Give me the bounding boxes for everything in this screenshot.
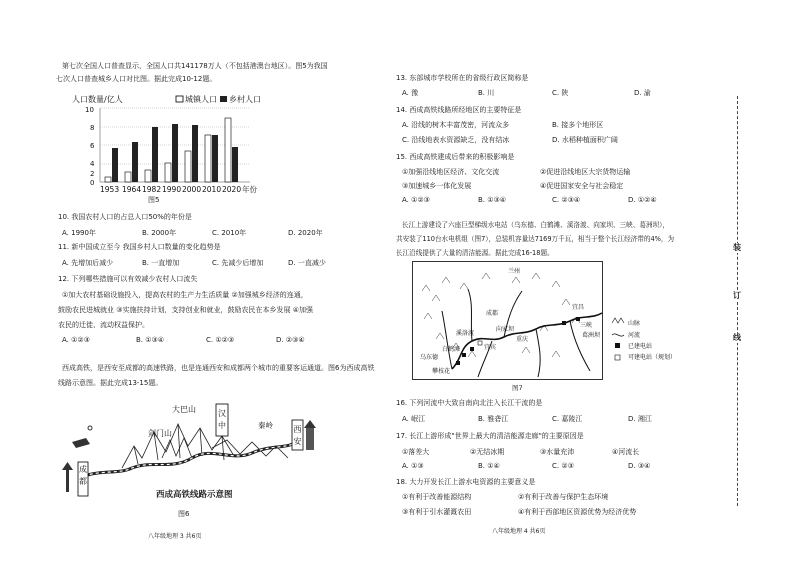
fig7-frame [413, 262, 603, 380]
q11-option-b[interactable]: B. 一直增加 [142, 259, 180, 267]
fig6-caption: 图6 [178, 510, 190, 518]
q13-option-d[interactable]: D. 渝 [634, 89, 651, 97]
svg-text:三峡: 三峡 [580, 322, 593, 329]
q10-option-d[interactable]: D. 2020年 [288, 229, 323, 237]
q12-option-a[interactable]: A. ①②③ [62, 336, 90, 344]
q12-line-3: 农民的迁徙、流动权益保护。 [58, 321, 149, 329]
legend-urban-label: 城镇人口 [185, 95, 217, 104]
svg-text:2020: 2020 [222, 185, 242, 194]
q10-option-b[interactable]: B. 2000年 [142, 229, 177, 237]
intro-line-1: 第七次全国人口普查显示，全国人口共141178万人（不包括港澳台地区）。图5为我国 [62, 62, 328, 70]
svg-text:2000: 2000 [182, 185, 202, 194]
svg-text:1964: 1964 [122, 185, 142, 194]
fig6-label-xian: 西 [293, 425, 302, 434]
q11-stem: 11. 新中国成立至今 我国乡村人口数量的变化趋势是 [58, 243, 221, 251]
legend-river-icon [612, 334, 624, 336]
q16-option-b[interactable]: B. 雅砻江 [478, 415, 509, 423]
svg-text:宜宾: 宜宾 [484, 344, 497, 351]
fig6-label-jianmenshan: 剑门山 [148, 429, 172, 438]
fig6-train-icon [72, 438, 90, 448]
q14-option-c[interactable]: C. 沿线地表水资源缺乏，没有结冰 [402, 136, 510, 144]
fig5-yticks [85, 106, 95, 187]
q15-statement-4: ④促进国家安全与社会稳定 [540, 182, 624, 190]
q12-option-d[interactable]: D. ②③④ [276, 336, 305, 344]
svg-text:2: 2 [90, 170, 95, 178]
intro-line-2: 七次人口普查城乡人口对比图。据此完成10-12题。 [56, 75, 217, 83]
svg-text:乌东德: 乌东德 [420, 354, 439, 361]
legend-built-station-label: 已建电站 [628, 343, 653, 350]
q12-stem: 12. 下列哪些措施可以有效减少农村人口流失 [58, 275, 198, 283]
q15-option-b[interactable]: B. ①③④ [478, 196, 507, 204]
figure-7-map [412, 261, 680, 381]
q13-stem: 13. 东部城市学校所在的省级行政区简称是 [396, 74, 529, 82]
fig7-caption: 图7 [512, 384, 523, 392]
intro2-line-1: 西成高铁，是西安至成都的高速铁路，也是连通西安和成都两个城市的重要客运通道。图6为西成高铁 [62, 364, 375, 372]
q16-stem: 16. 下列河流中大致自南向北注入长江干流的是 [396, 399, 543, 407]
binding-char-1: 装 [733, 243, 741, 252]
svg-text:4: 4 [90, 160, 95, 168]
q11-option-a[interactable]: A. 先增加后减少 [62, 259, 114, 267]
fig7-legend [612, 318, 676, 361]
binding-dashed-line [737, 96, 738, 506]
legend-mountain-label: 山脉 [628, 320, 641, 327]
legend-rural-label: 乡村人口 [229, 95, 261, 104]
fig6-mountains [122, 424, 288, 468]
q14-stem: 14. 西成高铁线路所经地区的主要特征是 [396, 106, 522, 114]
q18-stem: 18. 大力开发长江上游水电资源的主要意义是 [396, 478, 536, 486]
fig6-pagoda-icon [304, 420, 316, 450]
svg-text:宜昌: 宜昌 [572, 304, 585, 311]
q17-statement-3: ③水量充沛 [540, 448, 575, 456]
intro3-line-3: 长江沿线提供了大量的清洁能源。据此完成16-18题。 [396, 249, 554, 257]
fig6-compass-icon [88, 426, 92, 430]
figure-5-chart [72, 90, 272, 200]
q17-option-c[interactable]: C. ②③ [552, 462, 574, 470]
q14-option-a[interactable]: A. 沿线的树木丰富茂密，河流众多 [402, 121, 510, 129]
fig6-title: 西成高铁线路示意图 [156, 490, 233, 500]
q17-statement-1: ①落差大 [402, 448, 430, 456]
svg-text:中: 中 [218, 421, 226, 430]
fig6-chengdu-tower-icon [62, 462, 73, 492]
svg-text:向家坝: 向家坝 [496, 326, 515, 333]
svg-text:兰州: 兰州 [508, 268, 521, 275]
fig5-bars [105, 118, 238, 182]
q16-option-d[interactable]: D. 湘江 [628, 415, 652, 423]
q15-option-c[interactable]: C. ②③④ [552, 196, 581, 204]
q18-statement-3: ③有利于引水灌溉农田 [402, 508, 472, 516]
q15-statement-1: ①加强沿线地区经济、文化交流 [402, 168, 500, 176]
binding-char-3: 线 [733, 333, 741, 342]
svg-text:溪洛渡: 溪洛渡 [456, 330, 475, 337]
fig6-label-qinling: 秦岭 [258, 421, 273, 430]
q16-option-c[interactable]: C. 嘉陵江 [552, 415, 583, 423]
q15-statement-3: ③加速城乡一体化发展 [402, 182, 472, 190]
svg-text:攀枝花: 攀枝花 [432, 368, 451, 375]
q15-statement-2: ②促进沿线地区大宗货物运输 [540, 168, 631, 176]
fig5-xlabel: 年份 [242, 185, 257, 194]
intro3-line-1: 长江上游建设了六座巨型梯级水电站（乌东德、白鹤滩、溪洛渡、向家坝、三峡、葛洲坝）， [402, 221, 670, 229]
q11-option-d[interactable]: D. 一直减少 [288, 259, 326, 267]
svg-text:白鹤滩: 白鹤滩 [442, 346, 461, 353]
q13-option-b[interactable]: B. 川 [478, 89, 495, 97]
fig5-caption: 图5 [148, 196, 160, 204]
svg-text:1953: 1953 [100, 185, 120, 194]
q13-option-a[interactable]: A. 豫 [402, 89, 419, 97]
q17-statement-2: ②无结冰期 [470, 448, 505, 456]
svg-text:6: 6 [90, 142, 95, 150]
svg-text:葛洲坝: 葛洲坝 [582, 332, 601, 339]
q10-stem: 10. 我国农村人口的占总人口50%的年份是 [58, 213, 192, 221]
q12-line-1: ①加大农村基础设施投入，提高农村的生产力生活质量 ②加强城乡经济的连通， [62, 291, 308, 299]
q15-option-a[interactable]: A. ①②③ [402, 196, 430, 204]
legend-river-label: 河流 [628, 332, 641, 339]
q14-option-d[interactable]: D. 水稻种植面积广阔 [552, 136, 618, 144]
q11-option-c[interactable]: C. 先减少后增加 [212, 259, 264, 267]
svg-text:成都: 成都 [486, 310, 499, 317]
svg-text:安: 安 [293, 437, 302, 446]
q14-option-b[interactable]: B. 接多个地形区 [552, 121, 604, 129]
q10-option-c[interactable]: C. 2010年 [212, 229, 247, 237]
legend-urban-swatch [176, 96, 183, 102]
intro3-line-2: 共安装了110台水电机组（图7），总装机容量达7169万千瓦，相当于整个长江经济带的4%，为 [396, 235, 675, 243]
q16-option-a[interactable]: A. 岷江 [402, 415, 426, 423]
q15-stem: 15. 西成高铁建成后带来的积极影响是 [396, 153, 515, 161]
svg-text:2010: 2010 [202, 185, 222, 194]
q13-option-c[interactable]: C. 陕 [552, 89, 569, 97]
q18-statement-2: ②有利于改善与保护生态环境 [518, 493, 609, 501]
fig6-label-hanzhong: 汉 [218, 409, 226, 418]
q10-option-a[interactable]: A. 1990年 [62, 229, 96, 237]
fig6-label-chengdu: 成 [79, 465, 87, 474]
legend-rural-swatch [220, 96, 227, 102]
q17-stem: 17. 长江上游形成"世界上最大的清洁能源走廊"的主要原因是 [396, 432, 584, 440]
right-footer: 八年级地理 4 共6页 [492, 528, 546, 535]
q17-option-a[interactable]: A. ①③ [402, 462, 424, 470]
fig5-xticks [100, 184, 257, 194]
left-footer: 八年级地理 3 共6页 [148, 533, 202, 540]
legend-built-station-icon [615, 343, 620, 348]
legend-planned-station-label: 可建电站（规划） [628, 354, 677, 361]
svg-text:0: 0 [90, 179, 95, 187]
q17-statement-4: ④河流长 [612, 448, 640, 456]
q15-option-d[interactable]: D. ①②④ [628, 196, 657, 204]
q17-option-b[interactable]: B. ①④ [478, 462, 500, 470]
q17-option-d[interactable]: D. ③④ [628, 462, 651, 470]
svg-text:1990: 1990 [162, 185, 182, 194]
q12-line-2: 鼓励农民进城就业 ③实施扶持计划，支持创业和就业，鼓励农民在本乡发展 ④加强 [58, 306, 313, 314]
q12-option-b[interactable]: B. ①③④ [136, 336, 165, 344]
binding-char-2: 订 [733, 291, 741, 300]
svg-text:8: 8 [90, 124, 95, 132]
svg-text:重庆: 重庆 [516, 336, 529, 343]
q12-option-c[interactable]: C. ①②③ [206, 336, 235, 344]
q18-statement-4: ④有利于西部地区资源优势为经济优势 [518, 508, 637, 516]
svg-text:10: 10 [85, 106, 94, 114]
svg-text:1982: 1982 [142, 185, 162, 194]
legend-mountain-icon [612, 318, 624, 323]
fig5-ylabel: 人口数量/亿人 [72, 95, 123, 104]
intro2-line-2: 线路示意图。据此完成13-15题。 [58, 379, 163, 387]
legend-planned-station-icon [615, 355, 620, 360]
fig6-label-dabashan: 大巴山 [172, 405, 196, 414]
q18-statement-1: ①有利于改善能源结构 [402, 493, 472, 501]
svg-text:都: 都 [79, 477, 87, 486]
